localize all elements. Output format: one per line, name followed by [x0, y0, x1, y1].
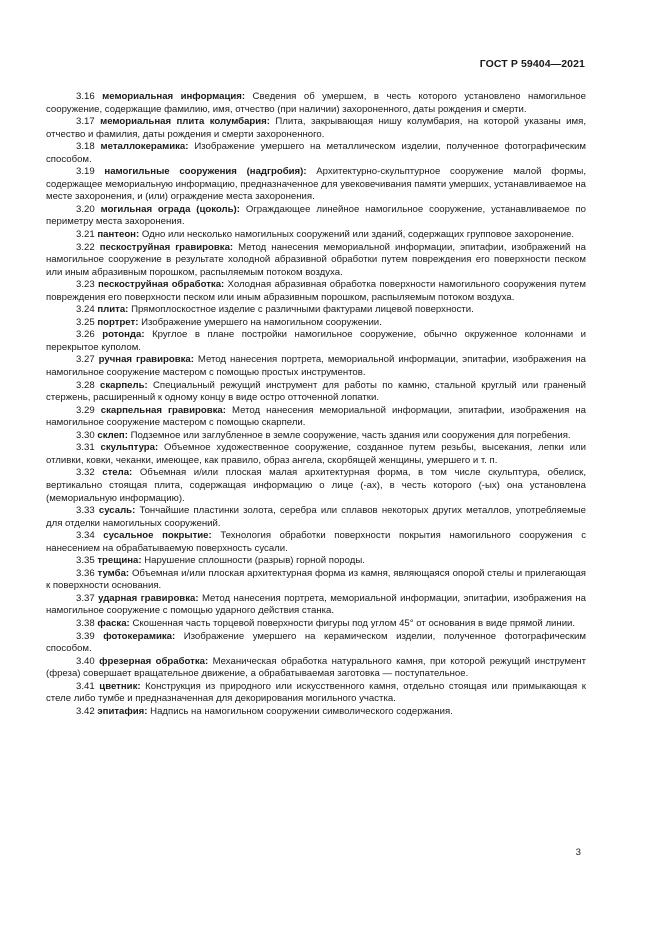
entry-term: скульптура: [100, 442, 159, 454]
entry-definition: Ограждающее линейное намогильное сооружение, устанавливаемое по периметру места захоронения. [46, 203, 587, 228]
entry-term: ручная гравировка: [98, 354, 194, 366]
document-standard-id: ГОСТ Р 59404—2021 [479, 58, 585, 70]
entry-number: 3.35 [76, 555, 95, 567]
definition-entry [46, 656, 586, 681]
entry-definition: Плита, закрывающая нишу колумбария, на которой указаны имя, отчество и фамилия, даты рождения и смерти захороненного. [46, 116, 586, 140]
entry-number: 3.32 [76, 467, 95, 479]
entry-number: 3.27 [76, 354, 95, 366]
entry-definition: Объемная и/или плоская малая архитектурная форма, в том числе скульптура, обелиск, вертикально стоящая плита, содержащая информацию о лице (-ах), в честь которого (-ых) она установлена (мемориальную информацию). [46, 467, 587, 504]
entry-number: 3.20 [76, 203, 95, 215]
definition-entry [46, 405, 586, 430]
entry-number: 3.40 [76, 655, 95, 667]
entry-term: пантеон: [97, 229, 140, 241]
definition-entry [46, 631, 586, 656]
definition-entry [46, 555, 586, 568]
definition-entry [46, 430, 586, 443]
entry-number: 3.29 [76, 404, 95, 416]
entry-definition: Метод нанесения мемориальной информации, эпитафии, изображений на намогильное сооружение в результате холодной абразивной обработки путем повреждения его поверхности песком или иным абразивным порошком, распыляемым потоком воздуха. [46, 241, 586, 278]
entry-definition: Объемная и/или плоская архитектурная форма из камня, являющаяся опорой стелы и прилегающая к поверхности основания. [46, 567, 587, 592]
entry-number: 3.19 [76, 166, 95, 178]
entry-number: 3.33 [76, 505, 95, 517]
entry-number: 3.28 [76, 379, 95, 391]
entry-definition: Тончайшие пластинки золота, серебра или сплавов некоторых других металлов, употребляемые для отделки намогильных сооружений. [46, 505, 587, 529]
entry-number: 3.17 [76, 116, 95, 128]
definition-entry [46, 141, 586, 166]
definition-entry [46, 706, 586, 719]
entry-number: 3.24 [76, 304, 95, 316]
entry-term: скарпельная гравировка: [100, 404, 226, 416]
entry-definition: Механическая обработка натурального камня, при которой режущий инструмент (фреза) совершает вращательное движение, а обрабатываемая заготовка — поступательное. [46, 655, 586, 680]
entry-number: 3.38 [76, 617, 95, 629]
entry-definition: Технология обработки поверхности покрытия намогильного сооружения с нанесением на обрабатываемую поверхность сусали. [46, 530, 587, 554]
entry-number: 3.30 [76, 429, 95, 441]
definition-entry [46, 681, 586, 706]
entry-term: трещина: [97, 555, 142, 567]
entry-term: могильная ограда (цоколь): [100, 203, 240, 215]
definition-entry [46, 304, 586, 317]
entry-term: ротонда: [102, 329, 145, 341]
entry-term: пескоструйная обработка: [97, 279, 225, 291]
page-number: 3 [575, 847, 581, 858]
entry-term: фаска: [97, 617, 130, 629]
entry-term: стела: [102, 467, 133, 479]
entry-definition: Архитектурно-скульптурное сооружение малой формы, содержащее мемориальную информацию, предназначенное для увековечивания памяти умерших, устанавливаемое на месте захоронения, и (или) ограждение места захоронения. [46, 166, 586, 203]
entry-number: 3.26 [76, 329, 95, 341]
entry-definition: Метод нанесения портрета, мемориальной информации, эпитафии, изображения на намогильное сооружение мастером с помощью простых инструментов. [46, 354, 586, 379]
entry-definition: Изображение умершего на намогильном сооружении. [141, 316, 382, 328]
definition-entry [46, 380, 586, 405]
entry-number: 3.25 [76, 316, 95, 328]
definitions-list [46, 91, 586, 718]
entry-definition: Круглое в плане постройки намогильное сооружение, обычно окруженное колоннами и перекрытое куполом. [46, 329, 586, 353]
entry-definition: Надпись на намогильном сооружении символического содержания. [150, 705, 453, 717]
entry-term: цветник: [99, 680, 141, 692]
definition-entry [46, 505, 586, 530]
entry-definition: Сведения об умершем, в честь которого установлено намогильное сооружение, содержащие фамилию, имя, отчество (при наличии) захороненного, даты рождения и смерти. [46, 91, 586, 115]
entry-definition: Нарушение сплошности (разрыв) горной породы. [144, 555, 365, 567]
definition-entry [46, 229, 586, 242]
definition-entry [46, 593, 586, 618]
definition-entry [46, 242, 586, 280]
entry-number: 3.21 [76, 229, 95, 241]
entry-term: фрезерная обработка: [99, 655, 209, 667]
entry-term: сусальное покрытие: [103, 530, 212, 542]
entry-definition: Конструкция из природного или искусственного камня, отдельно стоящая или примыкающая к стеле либо тумбе и предназначенная для декорирования могильного участка. [46, 680, 586, 705]
definition-entry [46, 91, 586, 116]
entry-definition: Подземное или заглубленное в земле сооружение, часть здания или сооружения для погребения. [130, 429, 571, 441]
entry-number: 3.34 [76, 530, 95, 542]
entry-term: портрет: [97, 316, 139, 328]
entry-definition: Объемное художественное сооружение, созданное путем резьбы, высекания, лепки или отливки, ковки, чеканки, имеющее, как правило, образ ангела, скорбящей женщины, умершего и т. п. [46, 442, 587, 466]
entry-definition: Прямоплоскостное изделие с различными фактурами лицевой поверхности. [131, 304, 474, 316]
definition-entry [46, 329, 586, 354]
entry-number: 3.31 [76, 442, 95, 454]
entry-definition: Изображение умершего на металлическом изделии, полученное фотографическим способом. [46, 141, 586, 165]
entry-number: 3.16 [76, 91, 95, 102]
entry-term: мемориальная плита колумбария: [100, 116, 270, 128]
definition-entry [46, 116, 586, 141]
entry-term: пескоструйная гравировка: [99, 241, 234, 253]
entry-term: плита: [97, 304, 129, 316]
entry-number: 3.41 [76, 680, 95, 692]
entry-number: 3.18 [76, 141, 95, 153]
entry-term: скарпель: [100, 379, 148, 391]
entry-definition: Скошенная часть торцевой поверхности фигуры под углом 45° от основания в виде прямой линии. [132, 617, 576, 629]
entry-number: 3.23 [76, 279, 95, 291]
entry-term: эпитафия: [97, 705, 148, 717]
definition-entry [46, 530, 586, 555]
entry-term: тумба: [97, 567, 130, 579]
definition-entry [46, 354, 586, 379]
entry-definition: Метод нанесения портрета, мемориальной информации, эпитафии, изображения на намогильное сооружение с помощью ударного действия станка. [46, 592, 587, 617]
entry-definition: Метод нанесения мемориальной информации, эпитафии, изображения на намогильное сооружение мастером с помощью скарпели. [46, 404, 586, 429]
entry-term: металлокерамика: [100, 141, 189, 153]
entry-number: 3.42 [76, 705, 95, 717]
entry-term: сусаль: [98, 505, 136, 517]
entry-term: фотокерамика: [103, 630, 176, 642]
definition-entry [46, 618, 586, 631]
definition-entry [46, 279, 586, 304]
entry-definition: Изображение умершего на керамическом изделии, полученное фотографическим способом. [46, 630, 586, 655]
entry-number: 3.36 [76, 567, 95, 579]
entry-term: намогильные сооружения (надгробия): [104, 166, 307, 178]
entry-term: ударная гравировка: [98, 592, 199, 604]
definition-entry [46, 166, 586, 204]
definition-entry [46, 204, 586, 229]
entry-number: 3.39 [76, 630, 95, 642]
definition-entry [46, 568, 586, 593]
entry-definition: Холодная абразивная обработка поверхности намогильного сооружения путем повреждения его поверхности песком или иным абразивным порошком, распыляемым потоком воздуха. [46, 279, 586, 303]
entry-number: 3.22 [76, 241, 95, 253]
definition-entry [46, 442, 586, 467]
entry-definition: Одно или несколько намогильных сооружений или зданий, содержащих групповое захоронение. [141, 229, 575, 241]
entry-term: склеп: [97, 429, 128, 441]
definition-entry [46, 317, 586, 330]
entry-definition: Специальный режущий инструмент для работы по камню, стальной круглый или граненый стержень, расширенный к одному концу в виде остро отточенной лопатки. [46, 379, 586, 404]
definition-entry [46, 467, 586, 505]
entry-number: 3.37 [76, 592, 95, 604]
entry-term: мемориальная информация: [102, 91, 246, 102]
